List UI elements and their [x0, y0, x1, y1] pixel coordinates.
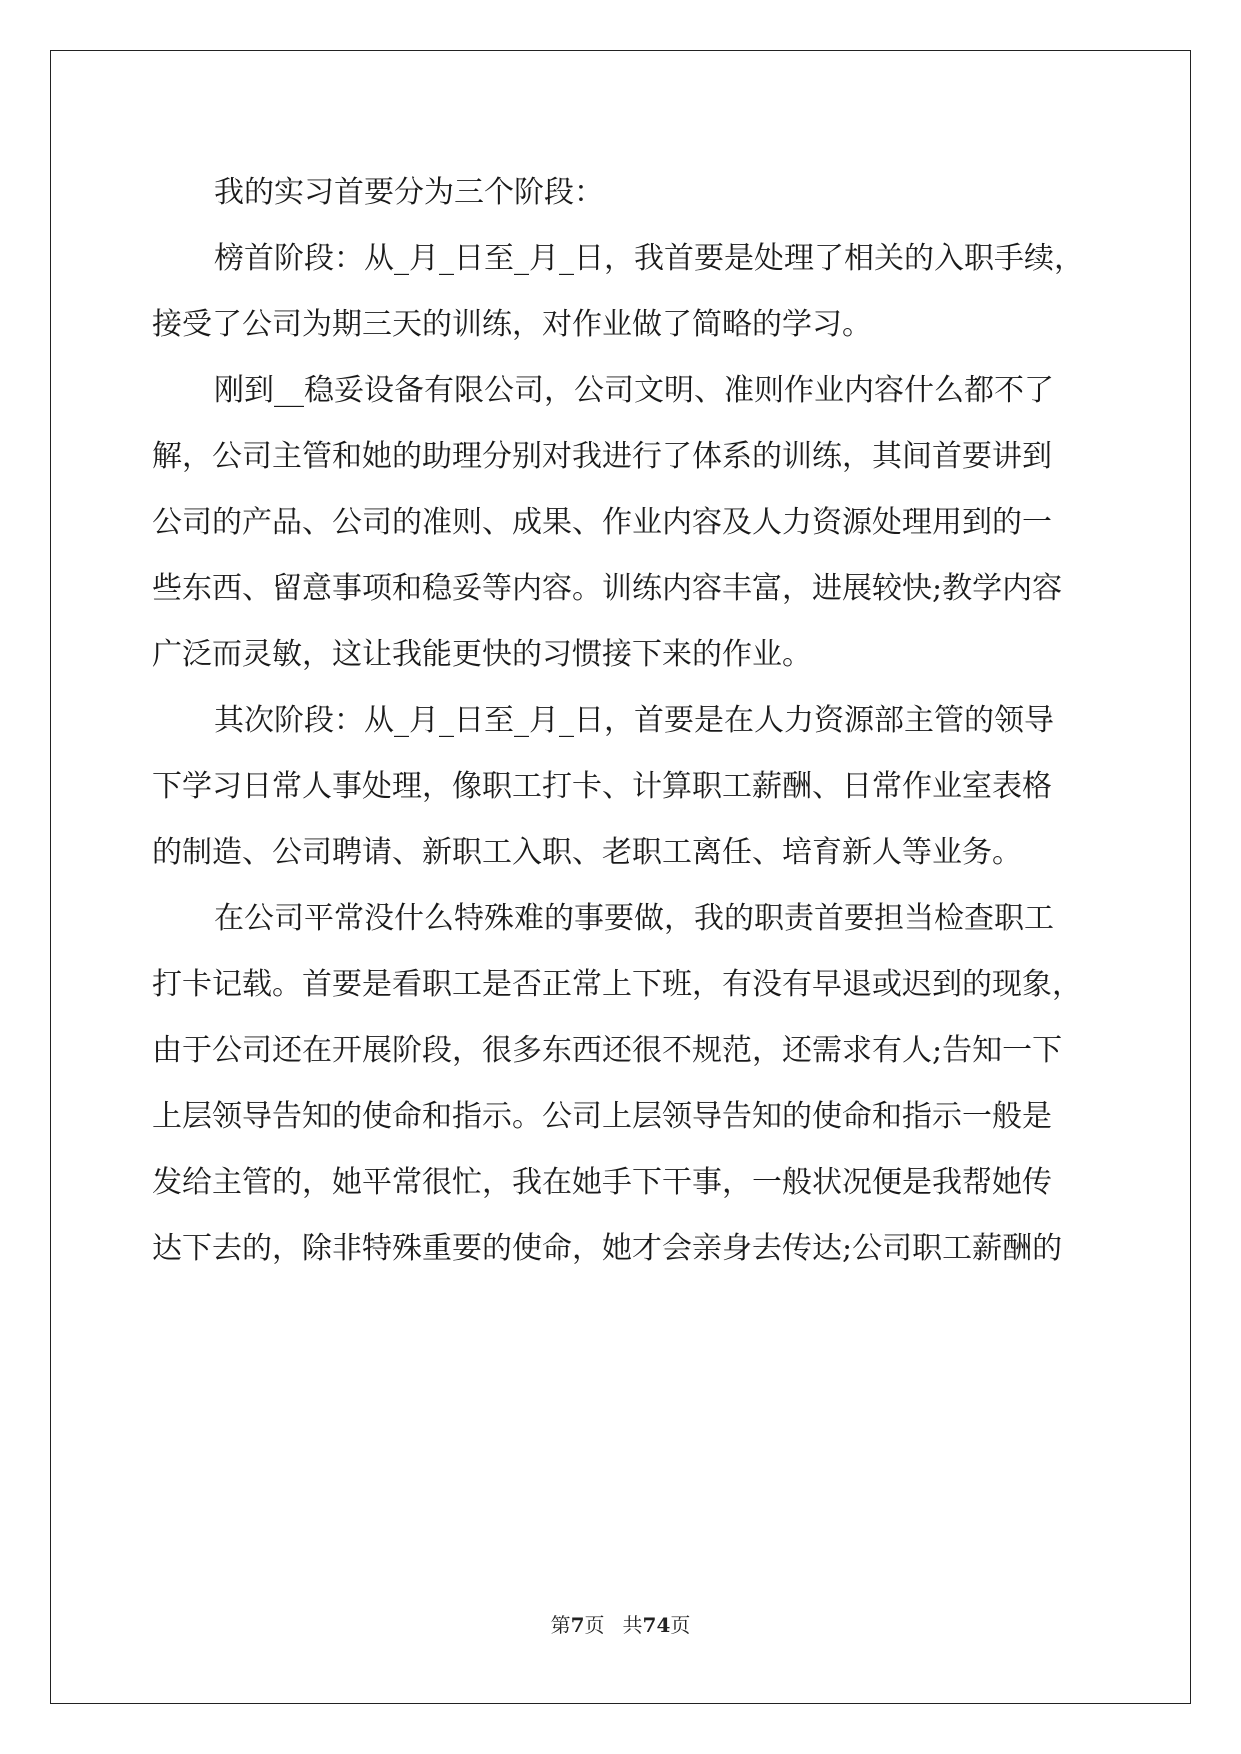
text-line: 些东西、留意事项和稳妥等内容。训练内容丰富，进展较快;教学内容 — [152, 571, 1063, 606]
text-line: 其次阶段：从_月_日至_月_日，首要是在人力资源部主管的领导 — [214, 703, 1054, 738]
body-text — [152, 160, 1087, 1282]
text-line: 上层领导告知的使命和指示。公司上层领导告知的使命和指示一般是 — [152, 1099, 1052, 1134]
text-line: 的制造、公司聘请、新职工入职、老职工离任、培育新人等业务。 — [152, 835, 1022, 870]
text-line: 打卡记载。首要是看职工是否正常上下班，有没有早退或迟到的现象， — [152, 967, 1082, 1002]
text-line: 公司的产品、公司的准则、成果、作业内容及人力资源处理用到的一 — [152, 505, 1052, 540]
text-line: 解，公司主管和她的助理分别对我进行了体系的训练，其间首要讲到 — [152, 439, 1052, 474]
footer-total-prefix: 共 — [622, 1613, 643, 1637]
text-line: 由于公司还在开展阶段，很多东西还很不规范，还需求有人;告知一下 — [152, 1033, 1063, 1068]
page-footer — [0, 1611, 1241, 1639]
text-line: 达下去的，除非特殊重要的使命，她才会亲身去传达;公司职工薪酬的 — [152, 1231, 1063, 1266]
text-line: 榜首阶段：从_月_日至_月_日，我首要是处理了相关的入职手续， — [214, 241, 1084, 276]
text-line: 发给主管的，她平常很忙，我在她手下干事，一般状况便是我帮她传 — [152, 1165, 1052, 1200]
text-line: 刚到__稳妥设备有限公司，公司文明、准则作业内容什么都不了 — [214, 373, 1054, 408]
text-line: 下学习日常人事处理，像职工打卡、计算职工薪酬、日常作业室表格 — [152, 769, 1052, 804]
footer-total-suffix: 页 — [670, 1613, 691, 1637]
footer-page-suffix: 页 — [584, 1613, 605, 1637]
text-line: 接受了公司为期三天的训练，对作业做了简略的学习。 — [152, 307, 872, 342]
page-number: 7 — [570, 1613, 585, 1637]
footer-prefix: 第 — [550, 1613, 571, 1637]
text-line: 在公司平常没什么特殊难的事要做，我的职责首要担当检查职工 — [214, 901, 1054, 936]
total-pages: 74 — [642, 1613, 671, 1637]
text-line: 广泛而灵敏，这让我能更快的习惯接下来的作业。 — [152, 637, 812, 672]
text-line: 我的实习首要分为三个阶段： — [214, 175, 604, 210]
